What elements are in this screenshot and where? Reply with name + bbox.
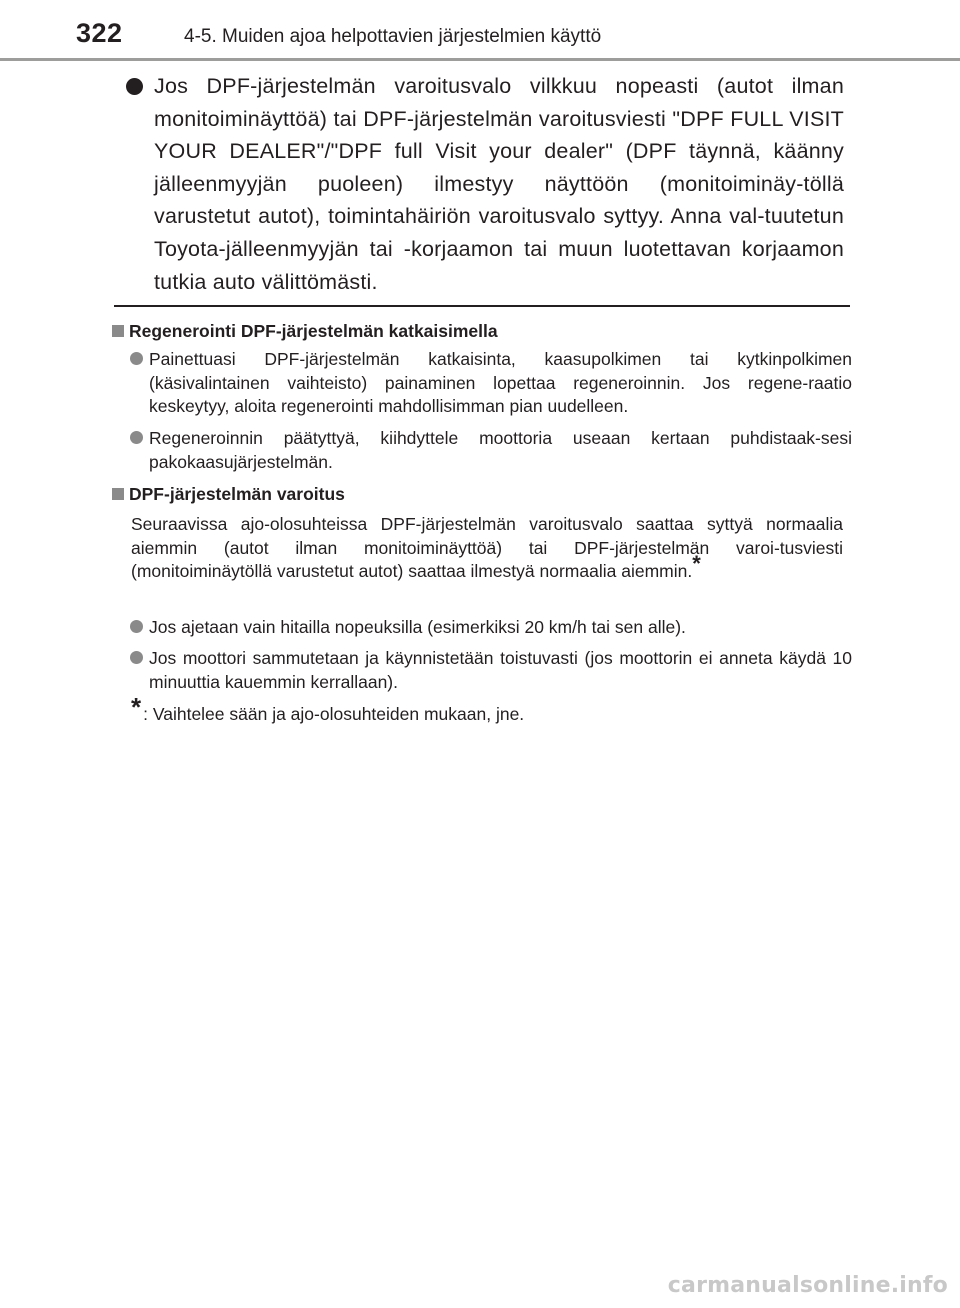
page-header [0,0,960,60]
bullet-dot-icon [130,620,143,633]
square-bullet-icon [112,488,124,500]
list-item-text: Regeneroinnin päätyttyä, kiihdyttele moottoria useaan kertaan puhdistaak-sesi pakokaasujärjestelmän. [149,428,852,472]
bullet-dot-icon [130,352,143,365]
list-item-text: Painettuasi DPF-järjestelmän katkaisinta, kaasupolkimen tai kytkinpolkimen (käsivalintainen vaihteisto) painaminen lopettaa regeneroinnin. Jos regene-raatio keskeytyy, aloita regenerointi mahdollisimman pian uudelleen. [149,349,852,416]
intro-paragraph: Seuraavissa ajo-olosuhteissa DPF-järjestelmän varoitusvalo saattaa syttyä normaalia aiemmin (autot ilman monitoiminäyttöä) tai DPF-järjestelmän varoi-tusviesti (monitoiminäytöllä varustetut autot) saattaa ilmestyä normaalia aiemmin.* [131,514,843,581]
footnote: * : Vaihtelee sään ja ajo-olosuhteiden mukaan, jne. [131,692,525,724]
footnote-marker: * [131,692,142,722]
main-bullet-text: Jos DPF-järjestelmän varoitusvalo vilkkuu nopeasti (autot ilman monitoiminäyttöä) tai DPF-järjestelmän varoitusviesti "DPF FULL VISIT YOUR DEALER"/"DPF full Visit your dealer" (DPF täynnä, käänny jälleenmyyjän puoleen) ilmestyy näyttöön (monitoiminäy-töllä varustetut autot), toimintahäiriön varoitusvalo syttyy. Anna val-tuutetun Toyota-jälleenmyyjän tai -korjaamon tai muun luotettavan korjaamon tutkia auto välittömästi. [154,74,844,294]
list-item [130,616,852,640]
watermark: carmanualsonline.info [667,1273,948,1298]
list-item [130,427,852,474]
list-item-text: Jos moottori sammutetaan ja käynnistetään toistuvasti (jos moottorin ei anneta käydä 10 minuuttia kauemmin kerrallaan). [149,648,852,692]
bullet-dot-icon [126,78,143,95]
section-heading: DPF-järjestelmän varoitus [112,483,345,505]
list-item [130,348,852,419]
section-divider [114,305,850,307]
section-heading: Regenerointi DPF-järjestelmän katkaisimella [112,320,498,342]
bullet-dot-icon [130,651,143,664]
section-title: 4-5. Muiden ajoa helpottavien järjestelmien käyttö [184,26,602,47]
bullet-dot-icon [130,431,143,444]
list-item-text: Jos ajetaan vain hitailla nopeuksilla (esimerkiksi 20 km/h tai sen alle). [149,617,686,637]
header-rule [0,58,960,61]
main-bullet [154,70,844,298]
square-bullet-icon [112,325,124,337]
list-item [130,647,852,694]
footnote-marker: * [692,551,701,576]
page-number: 322 [76,18,123,48]
